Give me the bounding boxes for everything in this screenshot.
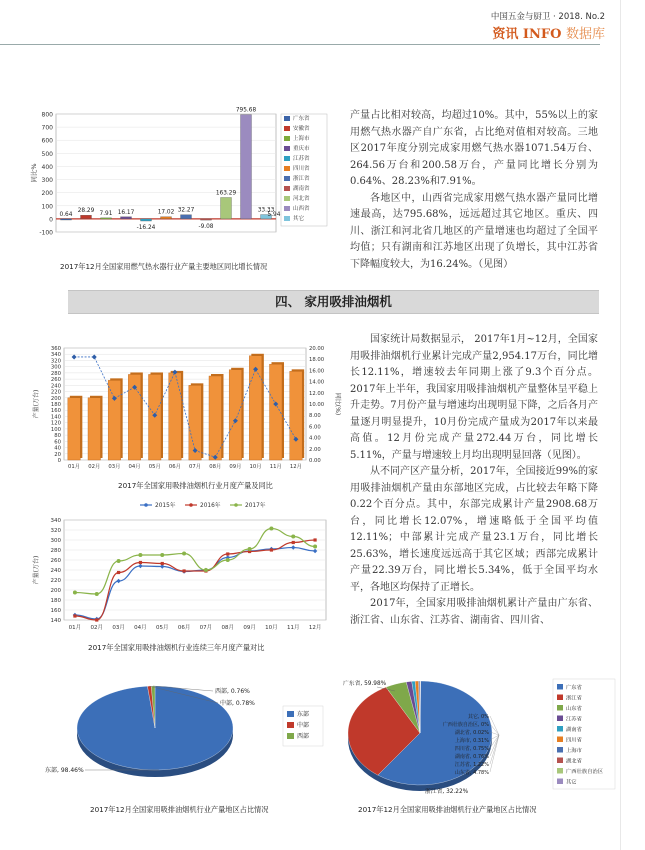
y-tick-label: 260 bbox=[50, 377, 61, 384]
y-tick-label: 240 bbox=[50, 568, 61, 574]
chart4-caption: 2017年12月全国家用吸排油烟机行业产量地区占比情况 bbox=[90, 805, 269, 814]
legend-swatch bbox=[284, 156, 290, 161]
paragraph: 国家统计局数据显示， 2017年1月~12月，全国家用吸排油烟机行业累计完成产量2,954.17万台，同比增长12.11%，增速较去年同期上涨了9.3个百分点。2017年上半年，我国家用吸排油烟机产量整体呈平稳上升走势。7月份产量与增速均出现明显下降，之后各月产量逐月明显提升，10月份完成产量成为2017年以来最高值。12月份完成产量272.44万台，同比增长5.11%，产量与增速较上月均出现明显回落（见图）。 bbox=[350, 334, 598, 461]
legend-swatch bbox=[287, 733, 294, 739]
slice-label: 江苏省, 1.22% bbox=[454, 762, 489, 768]
series-point bbox=[292, 541, 295, 544]
section-heading bbox=[68, 290, 599, 314]
legend-marker bbox=[189, 503, 193, 507]
data-label: -9.08 bbox=[198, 224, 214, 231]
legend-label: 山东省 bbox=[566, 706, 582, 712]
bar bbox=[101, 218, 112, 219]
legend-label: 湖北省 bbox=[566, 758, 582, 765]
legend-swatch bbox=[284, 186, 290, 191]
section-title: 四、 家用吸排油烟机 bbox=[275, 294, 392, 309]
y-tick-label: 180 bbox=[50, 598, 61, 604]
legend-label: 上海市 bbox=[293, 136, 310, 142]
y-tick-label: -100 bbox=[39, 229, 53, 237]
y2-tick-label: 18.00 bbox=[309, 357, 325, 364]
x-tick-label: 06月 bbox=[177, 625, 191, 631]
legend-label: 其它 bbox=[293, 216, 305, 222]
x-tick-label: 02月 bbox=[90, 625, 103, 631]
slice-label: 湖北省, 0.02% bbox=[454, 730, 489, 736]
y-axis-label: 产量(万台) bbox=[33, 555, 40, 585]
legend-label: 广西壮族自治区 bbox=[566, 769, 604, 775]
y-tick-label: 60 bbox=[54, 439, 61, 446]
bar bbox=[290, 371, 303, 460]
bar bbox=[61, 219, 72, 220]
bar bbox=[221, 197, 232, 218]
legend-label: 安徽省 bbox=[293, 126, 310, 132]
y-tick-label: 400 bbox=[41, 163, 53, 171]
legend-swatch bbox=[557, 747, 563, 753]
legend-swatch bbox=[284, 146, 290, 151]
column-title bbox=[492, 23, 605, 42]
legend-swatch bbox=[284, 136, 290, 141]
legend-label: 四川省 bbox=[566, 737, 582, 744]
series-point bbox=[313, 538, 316, 541]
y-tick-label: 300 bbox=[50, 538, 61, 544]
slice-label: 广西壮族自治区, 0% bbox=[442, 722, 489, 728]
legend-swatch bbox=[557, 684, 563, 690]
series-point bbox=[204, 568, 208, 572]
y-tick-label: 300 bbox=[50, 364, 61, 371]
y-tick-label: 200 bbox=[50, 588, 61, 594]
legend-swatch bbox=[557, 726, 563, 732]
legend-label: 2016年 bbox=[200, 503, 221, 510]
y-tick-label: 320 bbox=[50, 528, 61, 534]
slice-label: 浙江省, 32.22% bbox=[425, 789, 469, 795]
series-point bbox=[117, 559, 121, 563]
x-tick-label: 07月 bbox=[199, 625, 213, 631]
paragraph: 产量占比相对较高，均超过10%。其中，55%以上的家用燃气热水器产自广东省，占比绝对值相对较高。三地区2017年度分别完成家用燃气热水器1071.54万台、264.56万台和200.58万台，产量同比增长分别为0.64%、28.23%和7.91%。 bbox=[350, 110, 598, 187]
x-tick-label: 04月 bbox=[128, 464, 141, 470]
legend-swatch bbox=[557, 716, 563, 722]
y-tick-label: 40 bbox=[54, 445, 61, 452]
y-tick-label: 220 bbox=[50, 578, 61, 584]
series-point bbox=[161, 562, 164, 565]
legend-label: 重庆市 bbox=[293, 146, 310, 152]
region-share-pie bbox=[35, 670, 335, 800]
bar bbox=[108, 380, 121, 460]
chart5-caption: 2017年12月全国家用吸排油烟机行业产量地区占比情况 bbox=[358, 805, 537, 814]
bar bbox=[209, 376, 222, 460]
series-point bbox=[95, 618, 98, 621]
legend-swatch bbox=[284, 166, 290, 171]
legend-label: 2017年 bbox=[245, 503, 266, 510]
data-label: 0.64 bbox=[59, 211, 73, 218]
y2-tick-label: 10.00 bbox=[309, 402, 325, 408]
y-tick-label: 100 bbox=[41, 203, 53, 211]
legend-swatch bbox=[557, 779, 563, 785]
article-text-top bbox=[350, 108, 598, 273]
data-label: 163.29 bbox=[215, 190, 237, 197]
y-tick-label: 300 bbox=[41, 177, 53, 185]
slice-label: 山东省, 4.78% bbox=[454, 770, 489, 776]
data-label: -16.24 bbox=[136, 225, 156, 232]
slice-label: 湖南省, 0.76% bbox=[454, 754, 489, 760]
slice-label: 中部, 0.78% bbox=[220, 700, 255, 707]
data-label: 16.17 bbox=[117, 209, 135, 216]
x-tick-label: 01月 bbox=[68, 464, 81, 470]
data-label: 5.94 bbox=[267, 211, 281, 218]
slice-label: 四川省, 0.75% bbox=[454, 746, 489, 752]
y2-tick-label: 14.00 bbox=[309, 379, 325, 386]
series-point bbox=[95, 592, 99, 596]
y-tick-label: 220 bbox=[50, 389, 61, 396]
x-tick-label: 11月 bbox=[269, 464, 282, 470]
y-tick-label: 320 bbox=[50, 358, 61, 365]
series-point bbox=[313, 545, 317, 549]
legend-label: 2015年 bbox=[155, 503, 176, 510]
legend-swatch bbox=[284, 206, 290, 211]
paragraph: 从不同产区产量分析，2017年，全国接近99%的家用吸排油烟机产量由东部地区完成，占比较去年略下降0.22个百分点。其中，东部完成累计产量2908.68万台，同比增长12.07%，增速略低于全国平均值12.11%；中部累计完成产量23.1万台，同比增长25.63%，增长速度远远高于其它区域；西部完成累计产量22.39万台，同比增长5.34%，低于全国平均水平，各地区均保持了正增长。 bbox=[350, 466, 598, 593]
slice-label: 广东省, 59.98% bbox=[343, 681, 387, 687]
legend-marker bbox=[234, 503, 238, 507]
x-tick-label: 09月 bbox=[243, 625, 256, 631]
bar bbox=[169, 373, 182, 460]
y2-tick-label: 20.00 bbox=[309, 346, 325, 352]
y-tick-label: 20 bbox=[54, 451, 61, 458]
legend-marker bbox=[144, 503, 148, 507]
y2-axis-label: 同比(%) bbox=[334, 392, 341, 416]
legend-label: 山西省 bbox=[293, 206, 310, 212]
margin-rule bbox=[620, 0, 621, 850]
y-tick-label: 160 bbox=[50, 408, 61, 415]
legend-swatch bbox=[557, 737, 563, 743]
x-tick-label: 12月 bbox=[289, 464, 302, 470]
y-tick-label: 280 bbox=[50, 370, 61, 377]
y-tick-label: 360 bbox=[50, 346, 61, 352]
legend-label: 西部 bbox=[297, 733, 310, 740]
legend-swatch bbox=[284, 176, 290, 181]
legend-swatch bbox=[557, 695, 563, 701]
y-tick-label: 280 bbox=[50, 548, 61, 554]
x-tick-label: 01月 bbox=[68, 625, 82, 631]
bar bbox=[161, 217, 172, 219]
x-tick-label: 11月 bbox=[287, 625, 300, 631]
bar bbox=[201, 219, 212, 220]
y2-tick-label: 0.00 bbox=[309, 458, 321, 464]
series-point bbox=[270, 548, 273, 551]
series-point bbox=[291, 535, 295, 539]
legend-label: 中部 bbox=[297, 722, 310, 729]
data-label: 33.33 bbox=[257, 207, 275, 214]
column-db: 数据库 bbox=[565, 27, 605, 42]
legend-swatch bbox=[557, 758, 563, 764]
heater-growth-chart bbox=[28, 100, 338, 260]
x-tick-label: 06月 bbox=[168, 464, 181, 470]
legend-swatch bbox=[284, 196, 290, 201]
legend-swatch bbox=[287, 722, 294, 728]
y2-tick-label: 4.00 bbox=[309, 435, 321, 442]
chart2-caption: 2017年全国家用吸排油烟机行业月度产量及同比 bbox=[118, 481, 273, 490]
legend-label: 上海市 bbox=[566, 748, 582, 754]
y2-tick-label: 6.00 bbox=[309, 424, 321, 431]
bar bbox=[269, 364, 282, 460]
paragraph: 各地区中，山西省完成家用燃气热水器产量同比增速最高，达795.68%，远远超过其它地区。重庆、四川、浙江和河北省几地区的产量增速也均超过了全国平均值；只有湖南和江苏地区出现了负增长，其中江苏省下降幅度较大，为16.24%。（见图） bbox=[350, 192, 598, 270]
x-tick-label: 02月 bbox=[88, 464, 101, 470]
legend-swatch bbox=[557, 768, 563, 774]
series-point bbox=[248, 547, 252, 551]
x-tick-label: 10月 bbox=[265, 625, 278, 631]
column-en: INFO bbox=[522, 27, 562, 42]
series-point bbox=[139, 561, 142, 564]
y-tick-label: 80 bbox=[54, 433, 61, 440]
x-tick-label: 08月 bbox=[221, 625, 234, 631]
y-tick-label: 260 bbox=[50, 558, 61, 564]
legend-label: 湖南省 bbox=[566, 727, 582, 733]
legend-label: 河北省 bbox=[293, 196, 310, 202]
y-tick-label: 200 bbox=[41, 190, 53, 198]
x-tick-label: 03月 bbox=[108, 464, 121, 470]
legend-label: 东部 bbox=[297, 711, 310, 718]
legend-label: 广东省 bbox=[293, 116, 310, 122]
province-share-pie bbox=[335, 665, 615, 800]
x-tick-label: 12月 bbox=[308, 625, 322, 631]
y-tick-label: 200 bbox=[50, 395, 61, 402]
legend-swatch bbox=[284, 126, 290, 131]
legend-label: 广东省 bbox=[566, 685, 582, 691]
chart3-caption: 2017年全国家用吸排油烟机行业连续三年月度产量对比 bbox=[88, 643, 265, 652]
series-point bbox=[160, 553, 164, 557]
bar bbox=[181, 215, 192, 219]
series-point bbox=[138, 553, 142, 557]
y-axis-label: 同比% bbox=[30, 163, 38, 183]
bar bbox=[88, 398, 101, 460]
bar bbox=[68, 398, 81, 460]
data-label: 7.91 bbox=[99, 210, 113, 217]
column-cn: 资讯 bbox=[492, 27, 519, 42]
legend-label: 江苏省 bbox=[566, 716, 582, 723]
y2-tick-label: 12.00 bbox=[309, 390, 325, 397]
series-point bbox=[269, 527, 273, 531]
legend-swatch bbox=[557, 705, 563, 711]
paragraph: 2017年，全国家用吸排油烟机累计产量由广东省、浙江省、山东省、江苏省、湖南省、四川省、 bbox=[350, 598, 598, 626]
bar bbox=[141, 219, 152, 221]
bar bbox=[81, 215, 92, 219]
journal-issue: 中国五金与厨卫 · 2018. No.2 bbox=[490, 12, 605, 22]
bar bbox=[229, 370, 242, 460]
data-label: 32.27 bbox=[177, 207, 195, 214]
chart1-caption: 2017年12月全国家用燃气热水器行业产量主要地区同比增长情况 bbox=[60, 262, 268, 271]
article-text-mid bbox=[350, 332, 598, 629]
x-tick-label: 05月 bbox=[156, 625, 169, 631]
y2-tick-label: 8.00 bbox=[309, 413, 321, 420]
legend-label: 其它 bbox=[566, 779, 577, 786]
legend-swatch bbox=[284, 116, 290, 121]
data-label: 28.29 bbox=[77, 208, 95, 215]
y-tick-label: 500 bbox=[41, 150, 53, 158]
y2-tick-label: 16.00 bbox=[309, 368, 325, 375]
legend-label: 浙江省 bbox=[293, 176, 310, 182]
series-point bbox=[182, 552, 186, 556]
x-tick-label: 08月 bbox=[209, 464, 222, 470]
data-label: 795.68 bbox=[235, 107, 257, 114]
y-tick-label: 100 bbox=[50, 426, 61, 433]
y-tick-label: 0 bbox=[49, 216, 53, 224]
legend-label: 湖南省 bbox=[293, 186, 310, 192]
bar bbox=[241, 115, 252, 219]
x-tick-label: 07月 bbox=[189, 464, 202, 470]
x-tick-label: 09月 bbox=[229, 464, 242, 470]
series-point bbox=[73, 614, 76, 617]
x-tick-label: 05月 bbox=[148, 464, 161, 470]
series-point bbox=[226, 558, 230, 562]
y-tick-label: 180 bbox=[50, 402, 61, 408]
y-axis-label: 产量(万台) bbox=[33, 389, 40, 419]
x-tick-label: 03月 bbox=[112, 625, 125, 631]
legend-label: 浙江省 bbox=[566, 695, 582, 702]
data-label: 17.02 bbox=[157, 209, 175, 216]
y2-tick-label: 2.00 bbox=[309, 446, 321, 453]
slice-label: 其它, 0% bbox=[467, 714, 489, 720]
y-tick-label: 240 bbox=[50, 383, 61, 390]
y-tick-label: 700 bbox=[41, 124, 53, 132]
slice-label: 上海市, 0.31% bbox=[454, 738, 489, 744]
y-tick-label: 800 bbox=[41, 111, 53, 119]
hood-three-year-chart bbox=[30, 496, 340, 641]
bar bbox=[121, 217, 132, 219]
x-tick-label: 04月 bbox=[134, 625, 147, 631]
legend-label: 四川省 bbox=[293, 166, 310, 172]
y-tick-label: 140 bbox=[50, 414, 61, 421]
hood-monthly-chart bbox=[30, 340, 340, 478]
legend-swatch bbox=[287, 711, 294, 717]
y-tick-label: 340 bbox=[50, 352, 61, 359]
y-tick-label: 140 bbox=[50, 618, 61, 624]
y-tick-label: 600 bbox=[41, 137, 53, 145]
legend-label: 江苏省 bbox=[293, 156, 310, 162]
y-tick-label: 0 bbox=[57, 458, 61, 464]
slice-label: 西部, 0.76% bbox=[215, 688, 250, 695]
header-rule bbox=[0, 44, 600, 45]
slice-label: 东部, 98.46% bbox=[45, 767, 84, 774]
x-tick-label: 10月 bbox=[249, 464, 262, 470]
series-point bbox=[226, 552, 229, 555]
series-point bbox=[117, 571, 120, 574]
series-point bbox=[182, 569, 185, 572]
y-tick-label: 120 bbox=[50, 420, 61, 427]
legend-swatch bbox=[284, 216, 290, 221]
y-tick-label: 160 bbox=[50, 608, 61, 614]
y-tick-label: 340 bbox=[50, 518, 61, 524]
series-point bbox=[73, 591, 77, 595]
